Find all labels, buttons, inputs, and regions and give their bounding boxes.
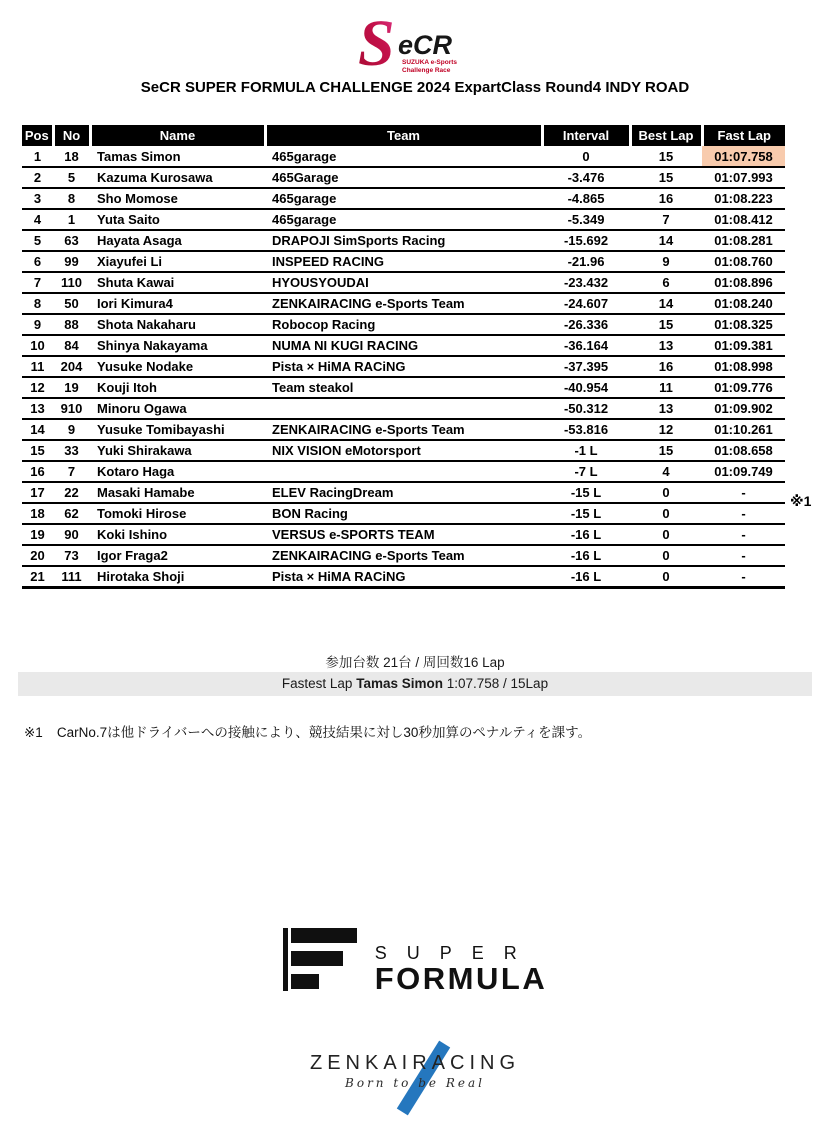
cell-fastlap: - [702,482,785,503]
cell-team: BON Racing [265,503,542,524]
cell-fastlap: 01:09.776 [702,377,785,398]
cell-no: 63 [53,230,90,251]
column-header-name: Name [90,125,265,146]
cell-team: Pista × HiMA RACiNG [265,356,542,377]
secr-logo [0,8,830,78]
cell-team: Team steakol [265,377,542,398]
cell-team: Robocop Racing [265,314,542,335]
cell-fastlap: 01:08.412 [702,209,785,230]
cell-fastlap: 01:09.902 [702,398,785,419]
cell-name: Yuta Saito [90,209,265,230]
cell-interval: -15 L [542,503,630,524]
cell-interval: -15 L [542,482,630,503]
table-row [22,272,785,293]
cell-bestlap: 0 [630,482,702,503]
table-row [22,482,785,503]
cell-fastlap: - [702,524,785,545]
zenkairacing-tagline: Born to be Real [345,1076,485,1090]
cell-interval: -26.336 [542,314,630,335]
cell-name: Tomoki Hirose [90,503,265,524]
cell-fastlap: 01:07.758 [702,146,785,167]
cell-interval: -3.476 [542,167,630,188]
cell-bestlap: 15 [630,146,702,167]
cell-bestlap: 4 [630,461,702,482]
cell-fastlap: 01:08.658 [702,440,785,461]
secr-ecr-glyph: eCR [398,30,453,60]
cell-interval: -16 L [542,524,630,545]
cell-no: 111 [53,566,90,587]
cell-bestlap: 16 [630,356,702,377]
cell-bestlap: 13 [630,335,702,356]
cell-team: DRAPOJI SimSports Racing [265,230,542,251]
cell-bestlap: 6 [630,272,702,293]
header-row [22,125,785,146]
cell-fastlap: 01:08.281 [702,230,785,251]
cell-pos: 1 [22,146,53,167]
cell-interval: -4.865 [542,188,630,209]
cell-bestlap: 15 [630,440,702,461]
cell-name: Yuki Shirakawa [90,440,265,461]
cell-bestlap: 0 [630,503,702,524]
table-row [22,503,785,524]
column-header-interval: Interval [542,125,630,146]
cell-team: VERSUS e-SPORTS TEAM [265,524,542,545]
table-row [22,356,785,377]
cell-no: 18 [53,146,90,167]
cell-name: Kouji Itoh [90,377,265,398]
page-title: SeCR SUPER FORMULA CHALLENGE 2024 ExpartClass Round4 INDY ROAD [140,79,690,96]
table-row [22,251,785,272]
cell-bestlap: 14 [630,293,702,314]
fastest-lap-value: 1:07.758 / 15Lap [442,676,549,691]
secr-tagline-1: SUZUKA e-Sports [402,59,458,66]
results-table-body [22,146,785,587]
cell-name: Shinya Nakayama [90,335,265,356]
column-header-pos: Pos [22,125,53,146]
cell-fastlap: 01:08.223 [702,188,785,209]
cell-no: 88 [53,314,90,335]
cell-pos: 4 [22,209,53,230]
cell-name: Shota Nakaharu [90,314,265,335]
cell-pos: 5 [22,230,53,251]
cell-interval: -37.395 [542,356,630,377]
cell-pos: 10 [22,335,53,356]
cell-name: Masaki Hamabe [90,482,265,503]
cell-team: ELEV RacingDream [265,482,542,503]
fastest-lap-prefix: Fastest Lap [281,676,357,691]
cell-name: Kazuma Kurosawa [90,167,265,188]
results-table [22,125,785,589]
table-row [22,398,785,419]
cell-team [265,398,542,419]
cell-fastlap: 01:09.381 [702,335,785,356]
cell-name: Iori Kimura4 [90,293,265,314]
footnote-text: CarNo.7は他ドライバーへの接触により、競技結果に対し30秒加算のペナルティを課す。 [56,725,592,740]
cell-pos: 20 [22,545,53,566]
cell-no: 73 [53,545,90,566]
footnote-marker: ※1 [24,725,43,740]
cell-fastlap: 01:08.325 [702,314,785,335]
cell-interval: -16 L [542,545,630,566]
cell-no: 910 [53,398,90,419]
cell-no: 5 [53,167,90,188]
cell-pos: 9 [22,314,53,335]
cell-bestlap: 14 [630,230,702,251]
cell-no: 50 [53,293,90,314]
cell-team: Pista × HiMA RACiNG [265,566,542,587]
cell-pos: 11 [22,356,53,377]
cell-name: Yusuke Tomibayashi [90,419,265,440]
cell-fastlap: 01:09.749 [702,461,785,482]
cell-team: NIX VISION eMotorsport [265,440,542,461]
table-row [22,440,785,461]
cell-fastlap: 01:10.261 [702,419,785,440]
cell-bestlap: 0 [630,524,702,545]
cell-name: Kotaro Haga [90,461,265,482]
secr-logo-icon [340,8,490,78]
column-header-best-lap: Best Lap [630,125,702,146]
table-row [22,566,785,587]
table-row [22,167,785,188]
table-row [22,209,785,230]
cell-team: 465garage [265,209,542,230]
table-row [22,230,785,251]
cell-team: ZENKAIRACING e-Sports Team [265,419,542,440]
cell-interval: -16 L [542,566,630,587]
cell-fastlap: 01:08.760 [702,251,785,272]
cell-bestlap: 0 [630,566,702,587]
cell-name: Xiayufei Li [90,251,265,272]
cell-pos: 2 [22,167,53,188]
cell-no: 84 [53,335,90,356]
cell-interval: -50.312 [542,398,630,419]
super-formula-formula-text: FORMULA [374,961,548,996]
column-header-fast-lap: Fast Lap [702,125,785,146]
cell-bestlap: 13 [630,398,702,419]
cell-pos: 13 [22,398,53,419]
cell-team: 465garage [265,188,542,209]
cell-team: NUMA NI KUGI RACING [265,335,542,356]
zenkairacing-name: ZENKAIRACING [309,1052,521,1074]
cell-pos: 17 [22,482,53,503]
cell-fastlap: 01:08.896 [702,272,785,293]
cell-pos: 7 [22,272,53,293]
table-row [22,293,785,314]
cell-interval: -24.607 [542,293,630,314]
cell-team: 465Garage [265,167,542,188]
cell-interval: -36.164 [542,335,630,356]
table-row [22,419,785,440]
cell-no: 90 [53,524,90,545]
cell-team: INSPEED RACING [265,251,542,272]
table-row [22,377,785,398]
cell-no: 19 [53,377,90,398]
cell-bestlap: 16 [630,188,702,209]
cell-interval: 0 [542,146,630,167]
cell-no: 110 [53,272,90,293]
cell-interval: -23.432 [542,272,630,293]
cell-no: 204 [53,356,90,377]
cell-name: Sho Momose [90,188,265,209]
table-row [22,545,785,566]
cell-fastlap: 01:07.993 [702,167,785,188]
cell-interval: -7 L [542,461,630,482]
cell-team [265,461,542,482]
cell-name: Shuta Kawai [90,272,265,293]
cell-bestlap: 7 [630,209,702,230]
zenkairacing-logo [0,1042,830,1090]
super-formula-logo [0,928,830,994]
results-table-header [22,125,785,146]
cell-bestlap: 12 [630,419,702,440]
cell-fastlap: - [702,503,785,524]
cell-pos: 14 [22,419,53,440]
cell-team: ZENKAIRACING e-Sports Team [265,293,542,314]
participants-line: 参加台数 21台 / 周回数16 Lap [325,655,505,670]
cell-interval: -53.816 [542,419,630,440]
cell-no: 7 [53,461,90,482]
column-header-no: No [53,125,90,146]
cell-fastlap: 01:08.240 [702,293,785,314]
cell-pos: 12 [22,377,53,398]
cell-pos: 6 [22,251,53,272]
super-formula-super-text: SUPER [374,943,537,963]
cell-bestlap: 0 [630,545,702,566]
cell-fastlap: - [702,545,785,566]
cell-name: Igor Fraga2 [90,545,265,566]
cell-no: 22 [53,482,90,503]
cell-pos: 19 [22,524,53,545]
super-formula-f-icon [283,928,359,991]
cell-interval: -5.349 [542,209,630,230]
cell-bestlap: 11 [630,377,702,398]
cell-name: Koki Ishino [90,524,265,545]
table-row [22,524,785,545]
cell-no: 99 [53,251,90,272]
cell-fastlap: 01:08.998 [702,356,785,377]
cell-no: 1 [53,209,90,230]
cell-name: Yusuke Nodake [90,356,265,377]
cell-no: 62 [53,503,90,524]
cell-pos: 3 [22,188,53,209]
cell-no: 9 [53,419,90,440]
table-row [22,314,785,335]
cell-pos: 18 [22,503,53,524]
cell-no: 8 [53,188,90,209]
column-header-team: Team [265,125,542,146]
cell-bestlap: 15 [630,314,702,335]
fastest-lap-driver: Tamas Simon [356,676,443,691]
table-row [22,335,785,356]
cell-team: HYOUSYOUDAI [265,272,542,293]
cell-team: 465garage [265,146,542,167]
results-table-container [22,125,812,589]
cell-pos: 21 [22,566,53,587]
cell-interval: -21.96 [542,251,630,272]
penalty-note-marker: ※1 [790,493,812,509]
table-row [22,146,785,167]
cell-interval: -15.692 [542,230,630,251]
footnote [24,721,591,741]
cell-interval: -40.954 [542,377,630,398]
cell-pos: 8 [22,293,53,314]
cell-name: Hayata Asaga [90,230,265,251]
cell-interval: -1 L [542,440,630,461]
cell-pos: 16 [22,461,53,482]
cell-pos: 15 [22,440,53,461]
cell-name: Tamas Simon [90,146,265,167]
cell-bestlap: 15 [630,167,702,188]
secr-s-glyph: S [358,8,395,78]
cell-fastlap: - [702,566,785,587]
cell-no: 33 [53,440,90,461]
cell-name: Minoru Ogawa [90,398,265,419]
fastest-lap-bar [18,672,812,696]
table-row [22,188,785,209]
secr-tagline-2: Challenge Race [402,67,451,74]
cell-name: Hirotaka Shoji [90,566,265,587]
cell-team: ZENKAIRACING e-Sports Team [265,545,542,566]
table-row [22,461,785,482]
cell-bestlap: 9 [630,251,702,272]
